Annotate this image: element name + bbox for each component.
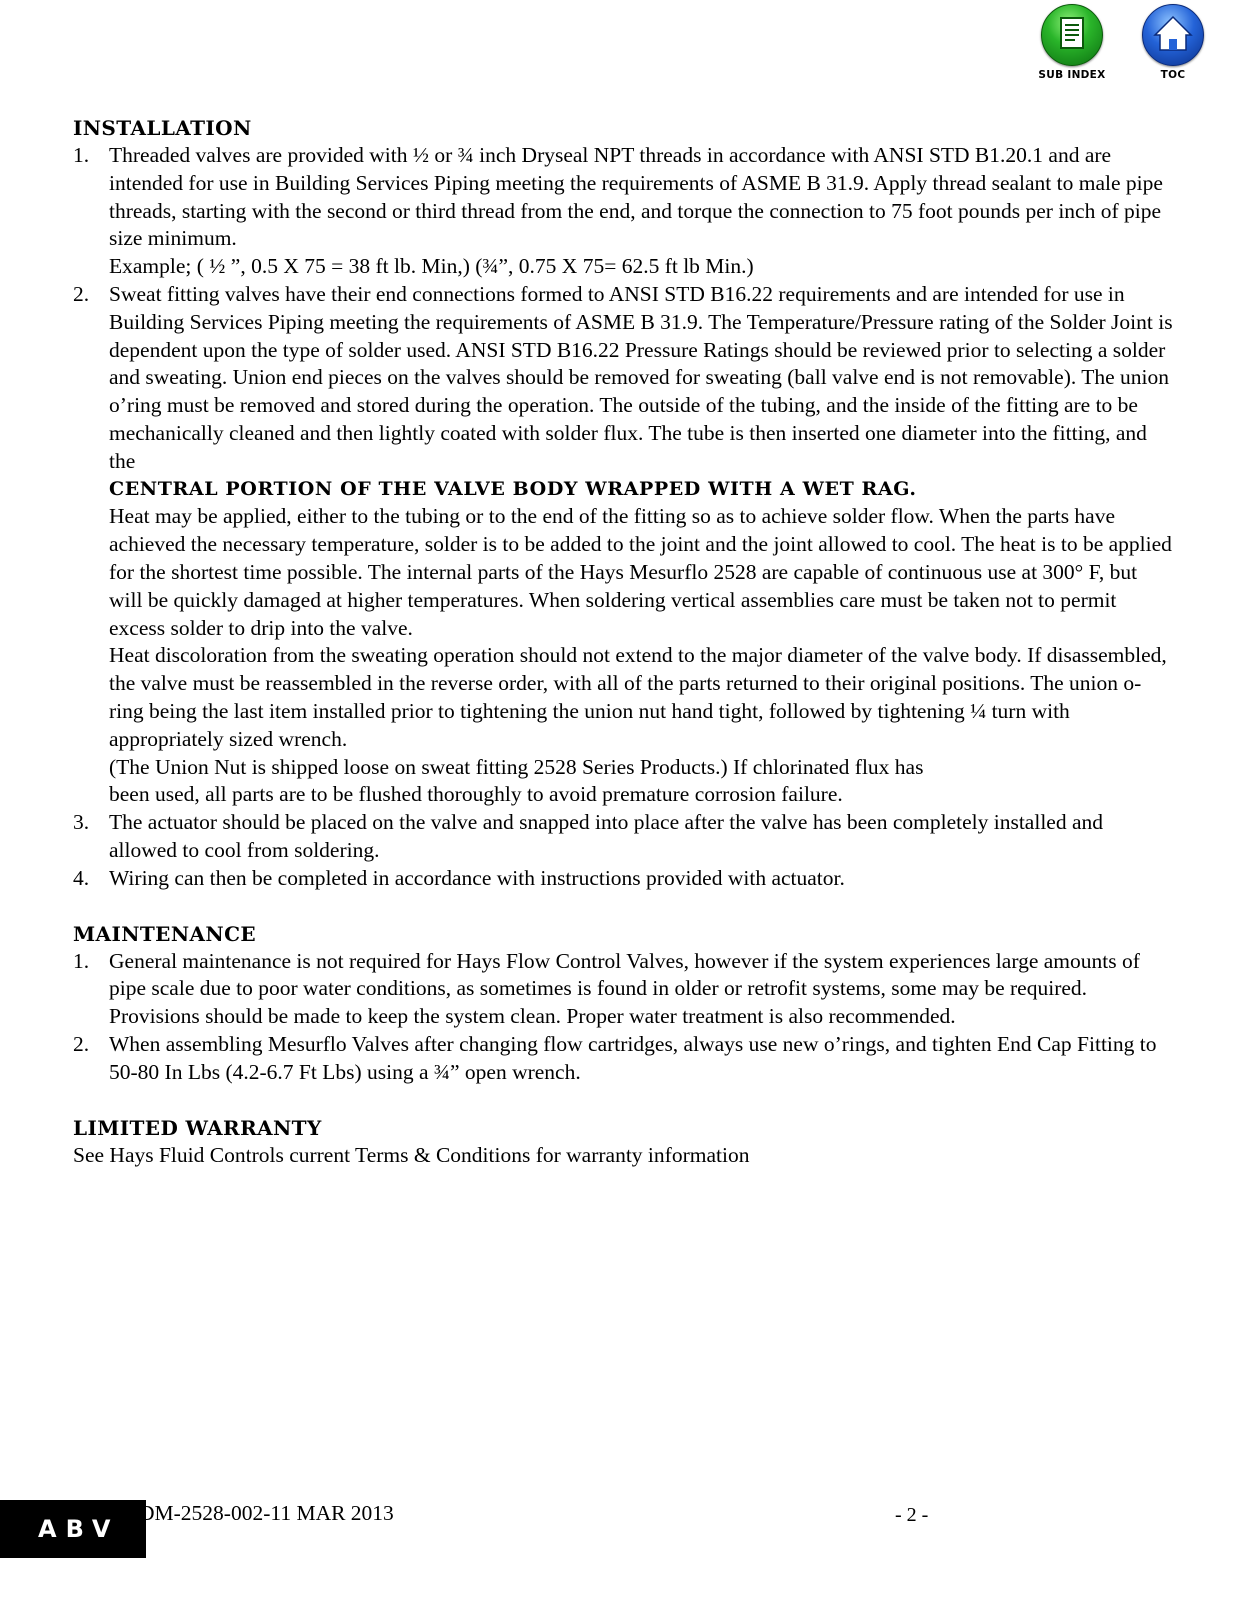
list-text: Example; ( ½ ”, 0.5 X 75 = 38 ft lb. Min,) (¾”, 0.75 X 75= 62.5 ft lb Min.) [109, 254, 754, 279]
maintenance-heading: MAINTENANCE [73, 921, 257, 946]
document-list-icon [1041, 4, 1103, 66]
list-text: Heat discoloration from the sweating operation should not extend to the major diameter of the valve body. If disassembled, the valve must be reassembled in the reverse order, with all of the parts returned to their original positions. The union o-ring being the last item installed prior to tightening the union nut hand tight, followed by tightening ¼ turn with appropriately sized wrench. [109, 643, 1167, 751]
toc-label: TOC [1160, 69, 1186, 81]
list-item [73, 865, 1173, 893]
list-number: 2. [73, 281, 90, 306]
abv-logo: ABV [0, 1500, 146, 1558]
installation-list [73, 142, 1173, 893]
list-text: The actuator should be placed on the valve and snapped into place after the valve has been completely installed and allowed to cool from soldering. [109, 810, 1103, 862]
list-text: Sweat fitting valves have their end connections formed to ANSI STD B16.22 requirements and are intended for use in Building Services Piping meeting the requirements of ASME B 31.9. The Temperature/Pressure rating of the Solder Joint is dependent upon the type of solder used. ANSI STD B16.22 Pressure Ratings should be reviewed prior to selecting a solder and sweating. Union end pieces on the valves should be removed for sweating (ball valve end is not removable). The union o’ring must be removed and stored during the operation. The outside of the tubing, and the inside of the fitting are to be mechanically cleaned and then lightly coated with solder flux. The tube is then inserted one diameter into the fitting, and the [109, 281, 1173, 473]
installation-heading: INSTALLATION [73, 116, 252, 140]
home-icon [1142, 4, 1204, 66]
list-item [73, 809, 1173, 865]
list-number: 1. [73, 948, 90, 973]
sub-index-button[interactable] [1037, 4, 1107, 81]
list-item [73, 1031, 1173, 1087]
list-text: Heat may be applied, either to the tubing or to the end of the fitting so as to achieve solder flow. When the parts have achieved the necessary temperature, solder is to be added to the joint and the joint allowed to cool. The heat is to be applied for the shortest time possible. The internal parts of the Hays Mesurflo 2528 are capable of continuous use at 300° F, but will be quickly damaged at higher temperatures. When soldering vertical assemblies care must be taken not to permit excess solder to drip into the valve. [109, 504, 1172, 640]
document-body [73, 114, 1173, 1169]
caution-text: CENTRAL PORTION OF THE VALVE BODY WRAPPED WITH A WET RAG. [109, 477, 917, 500]
warranty-heading: LIMITED WARRANTY [73, 1115, 322, 1140]
list-text: When assembling Mesurflo Valves after changing flow cartridges, always use new o’rings, and tighten End Cap Fitting to 50-80 In Lbs (4.2-6.7 Ft Lbs) using a ¾” open wrench. [109, 1031, 1157, 1084]
list-number: 2. [73, 1031, 90, 1056]
list-item [73, 281, 1173, 809]
maintenance-list [73, 948, 1173, 1087]
list-text: been used, all parts are to be flushed thoroughly to avoid premature corrosion failure. [109, 782, 843, 807]
list-text: Wiring can then be completed in accordance with instructions provided with actuator. [109, 865, 845, 890]
list-number: 4. [73, 865, 90, 890]
page-number: - 2 - [895, 1504, 929, 1526]
list-item [73, 948, 1173, 1031]
sub-index-label: SUB INDEX [1038, 69, 1106, 81]
list-number: 3. [73, 810, 90, 835]
list-item [73, 142, 1173, 281]
list-text: Threaded valves are provided with ½ or ¾ inch Dryseal NPT threads in accordance with ANSI STD B1.20.1 and are intended for use in Building Services Piping meeting the requirements of ASME B 31.9. Apply thread sealant to male pipe threads, starting with the second or third thread from the end, and torque the connection to 75 foot pounds per inch of pipe size minimum. [109, 143, 1163, 251]
list-number: 1. [73, 143, 90, 167]
document-id: DM-2528-002-11 MAR 2013 [139, 1501, 394, 1525]
warranty-text: See Hays Fluid Controls current Terms & Conditions for warranty information [73, 1142, 750, 1167]
list-text: (The Union Nut is shipped loose on sweat fitting 2528 Series Products.) If chlorinated flux has [109, 754, 924, 779]
toc-button[interactable] [1138, 4, 1208, 81]
list-text: General maintenance is not required for Hays Flow Control Valves, however if the system experiences large amounts of pipe scale due to poor water conditions, as sometimes is found in older or retrofit systems, some may be required. Provisions should be made to keep the system clean. Proper water treatment is also recommended. [109, 948, 1140, 1029]
